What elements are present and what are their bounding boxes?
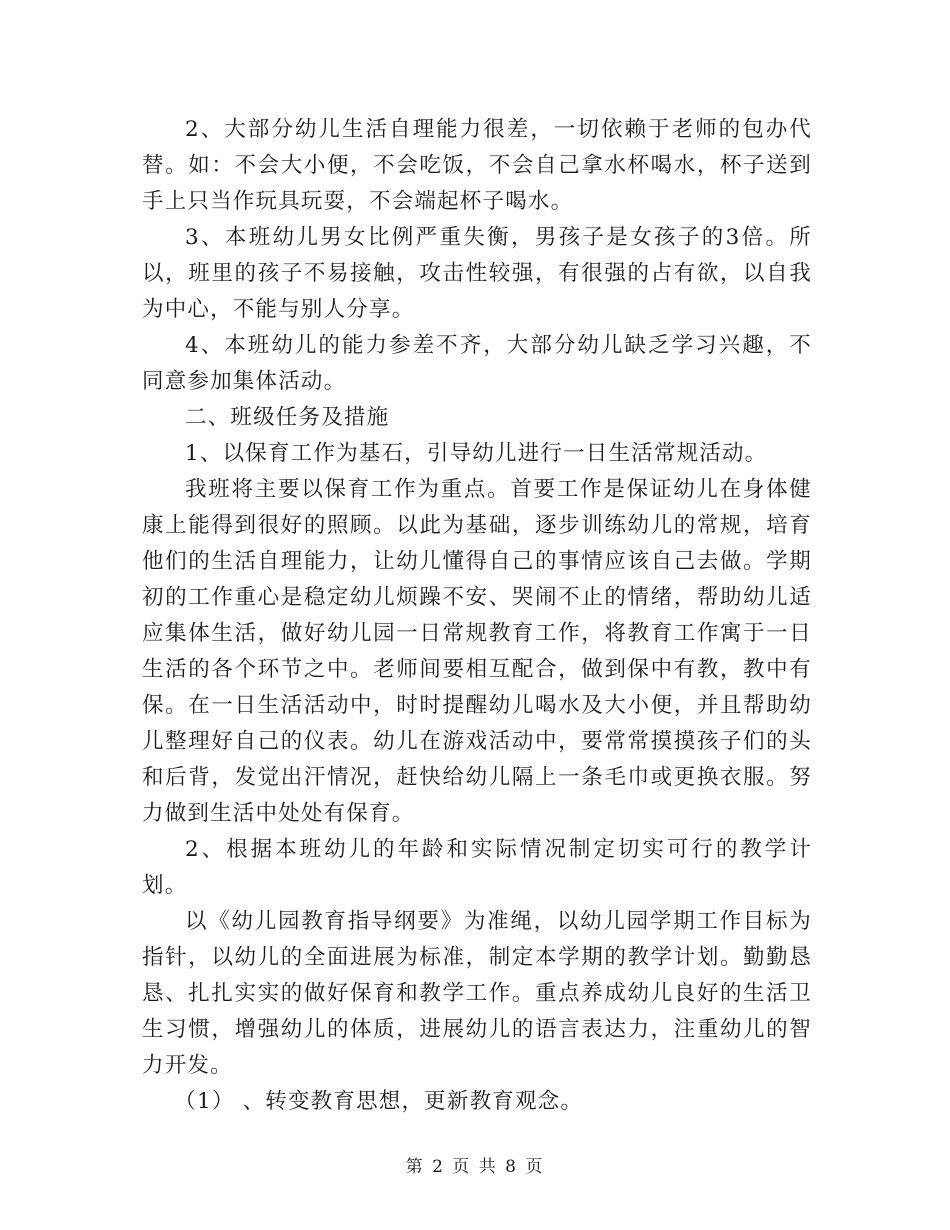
paragraph-care-work: 我班将主要以保育工作为重点。首要工作是保证幼儿在身体健康上能得到很好的照顾。以此为基础，逐步训练幼儿的常规，培育他们的生活自理能力，让幼儿懂得自己的事情应该自己去做。学期初的工作重心是稳定幼儿烦躁不安、哭闹不止的情绪，帮助幼儿适应集体生活，做好幼儿园一日常规教育工作，将教育工作寓于一日生活的各个环节之中。老师间要相互配合，做到保中有教，教中有保。在一日生活活动中，时时提醒幼儿喝水及大小便，并且帮助幼儿整理好自己的仪表。幼儿在游戏活动中，要常常摸摸孩子们的头和后背，发觉出汗情况，赶快给幼儿隔上一条毛巾或更换衣服。努力做到生活中处处有保育。 <box>142 477 812 826</box>
paragraph-gender-ratio: 3、本班幼儿男女比例严重失衡，男孩子是女孩子的3倍。所以，班里的孩子不易接触，攻击性较强，有很强的占有欲，以自我为中心，不能与别人分享。 <box>142 225 812 322</box>
paragraph-self-care: 2、大部分幼儿生活自理能力很差，一切依赖于老师的包办代替。如：不会大小便，不会吃饭，不会自己拿水杯喝水，杯子送到手上只当作玩具玩耍，不会端起杯子喝水。 <box>142 117 812 214</box>
section-heading-tasks: 二、班级任务及措施 <box>185 405 390 430</box>
paragraph-ability-gap: 4、本班幼儿的能力参差不齐，大部分幼儿缺乏学习兴趣，不同意参加集体活动。 <box>142 333 812 394</box>
subheading-teaching-plan: 2、根据本班幼儿的年龄和实际情况制定切实可行的教学计划。 <box>142 837 812 898</box>
document-body <box>142 112 812 1120</box>
subheading-care-work: 1、以保育工作为基石，引导幼儿进行一日生活常规活动。 <box>185 441 768 466</box>
paragraph-teaching-plan: 以《幼儿园教育指导纲要》为准绳，以幼儿园学期工作目标为指针，以幼儿的全面进展为标准，制定本学期的教学计划。勤勤恳恳、扎扎实实的做好保育和教学工作。重点养成幼儿良好的生活卫生习惯，增强幼儿的体质，进展幼儿的语言表达力，注重幼儿的智力开发。 <box>142 909 812 1078</box>
list-item-education-ideas: （1） 、转变教育思想，更新教育观念。 <box>174 1089 584 1114</box>
page-number-footer: 第 2 页 共 8 页 <box>405 1157 545 1177</box>
